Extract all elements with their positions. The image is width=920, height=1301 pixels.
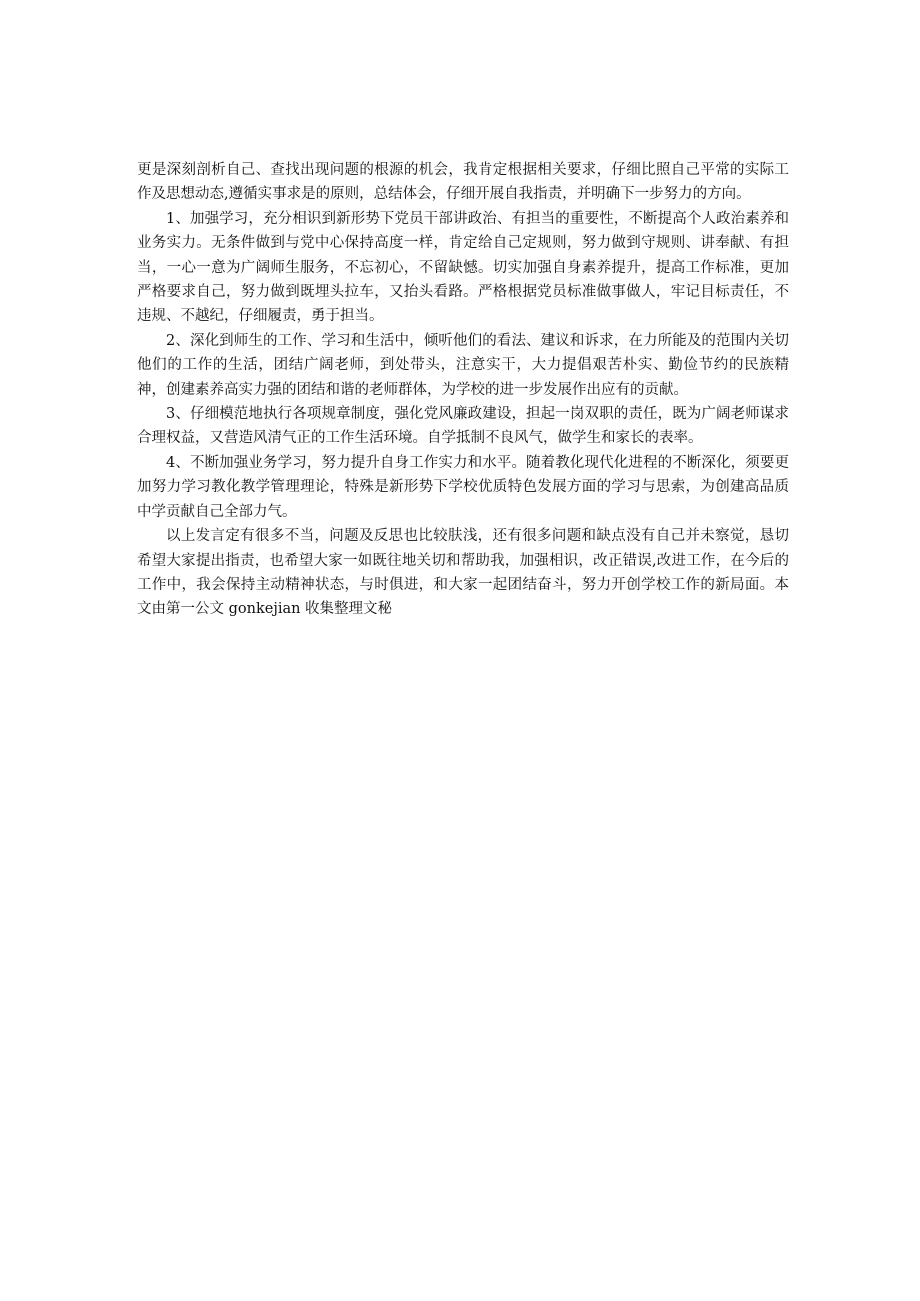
paragraph-point-1: 1、加强学习，充分相识到新形势下党员干部讲政治、有担当的重要性，不断提高个人政治素养和业务实力。无条件做到与党中心保持高度一样，肯定给自己定规则，努力做到守规则、讲奉献、有担当，一心一意为广阔师生服务，不忘初心，不留缺憾。切实加强自身素养提升，提高工作标准，更加严格要求自己，努力做到既埋头拉车，又抬头看路。严格根据党员标准做事做人，牢记目标责任，不违规、不越纪，仔细履责，勇于担当。: [137, 210, 789, 325]
paragraph-conclusion: 以上发言定有很多不当，问题及反思也比较肤浅，还有很多问题和缺点没有自己并未察觉，恳切希望大家提出指责，也希望大家一如既往地关切和帮助我，加强相识，改正错误,改进工作，在今后的工作中，我会保持主动精神状态，与时俱进，和大家一起团结奋斗，努力开创学校工作的新局面。本文由第一公文 gonkejian 收集整理文秘: [137, 528, 789, 618]
paragraph-point-4: 4、不断加强业务学习，努力提升自身工作实力和水平。随着教化现代化进程的不断深化，须要更加努力学习教化教学管理理论，特殊是新形势下学校优质特色发展方面的学习与思索，为创建高品质中学贡献自己全部力气。: [137, 454, 789, 520]
paragraph-point-3: 3、仔细模范地执行各项规章制度，强化党风廉政建设，担起一岗双职的责任，既为广阔老师谋求合理权益，又营造风清气正的工作生活环境。自学抵制不良风气，做学生和家长的表率。: [137, 406, 789, 447]
document-body: [137, 158, 789, 622]
paragraph-point-2: 2、深化到师生的工作、学习和生活中，倾听他们的看法、建议和诉求，在力所能及的范围内关切他们的工作的生活，团结广阔老师，到处带头，注意实干，大力提倡艰苦朴实、勤俭节约的民族精神，创建素养高实力强的团结和谐的老师群体，为学校的进一步发展作出应有的贡献。: [137, 332, 789, 398]
paragraph-intro-continued: 更是深刻剖析自己、查找出现问题的根源的机会，我肯定根据相关要求，仔细比照自己平常的实际工作及思想动态,遵循实事求是的原则，总结体会，仔细开展自我指责，并明确下一步努力的方向。: [137, 162, 789, 203]
